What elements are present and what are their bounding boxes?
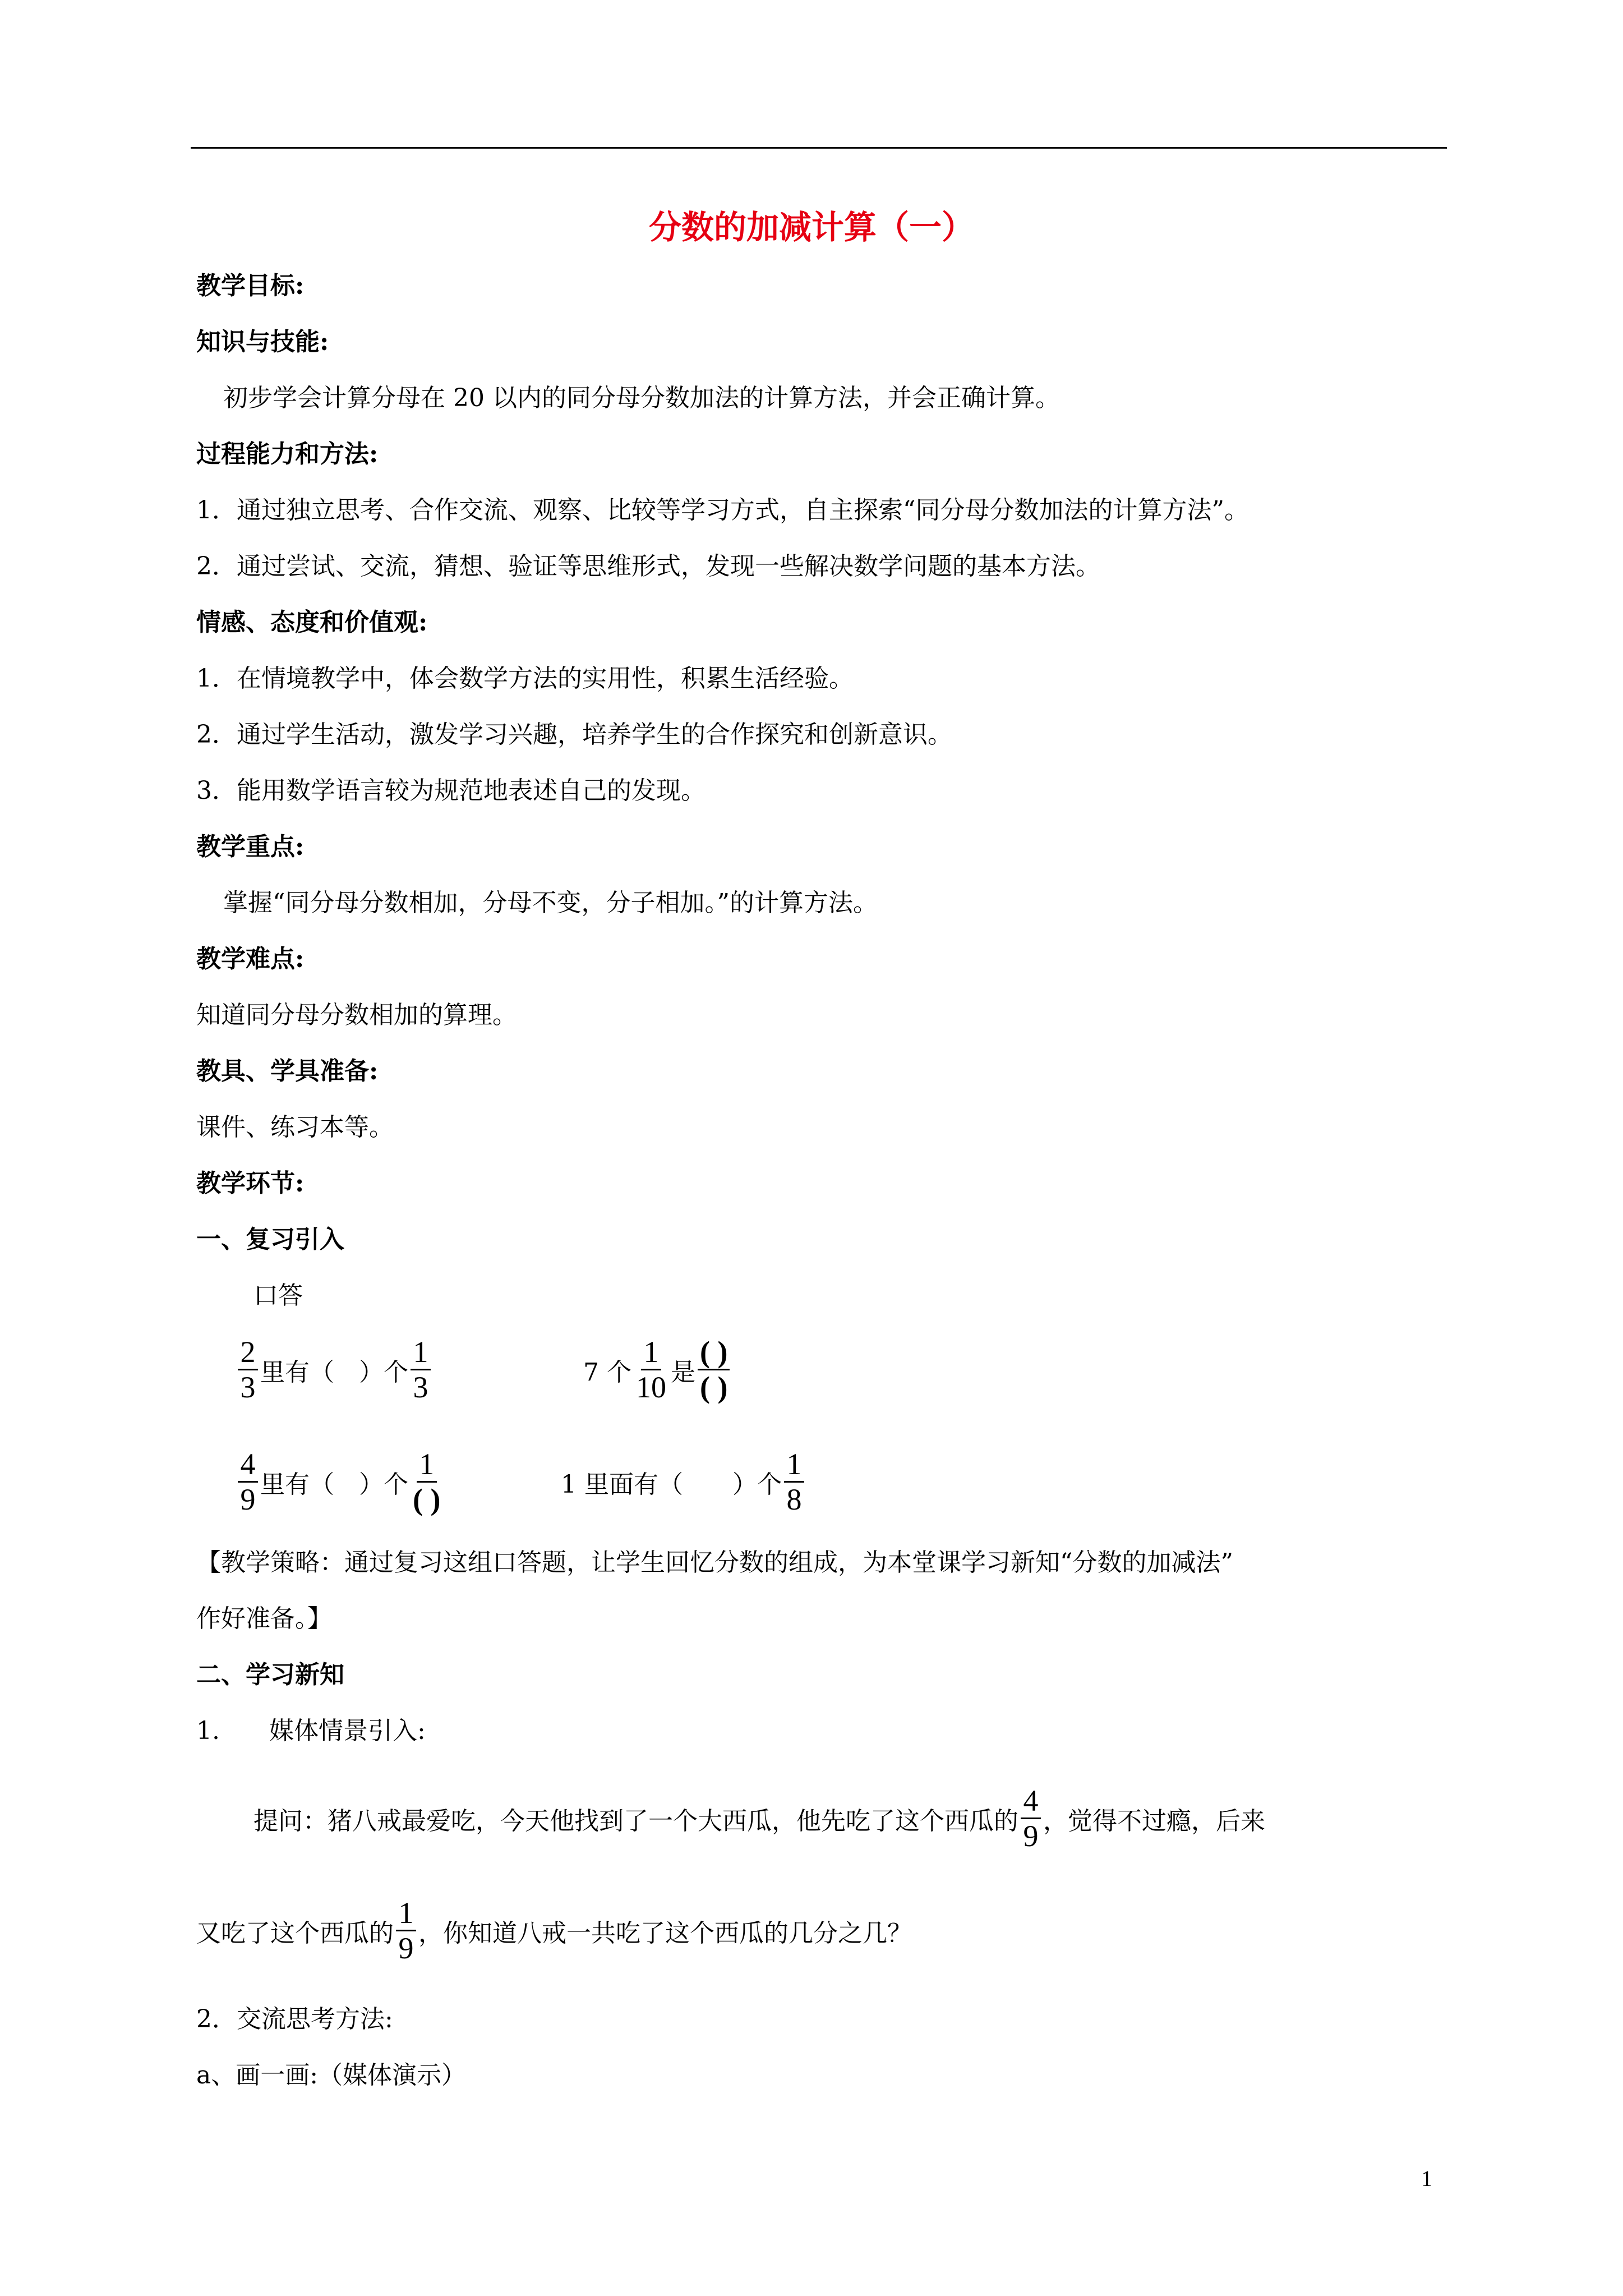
difficulty-heading: 教学难点: [196, 945, 305, 973]
knowledge-heading: 知识与技能: [196, 328, 329, 356]
media-intro: 1. 媒体情景引入: [196, 1717, 426, 1745]
fraction: $\frac{4}{9}$ [238, 1447, 258, 1516]
process-heading: 过程能力和方法: [196, 440, 379, 468]
steps-heading: 教学环节: [196, 1169, 305, 1198]
fraction: $\frac{1}{9}$ [396, 1896, 416, 1965]
key-text: 掌握“同分母分数相加，分母不变，分子相加。”的计算方法。 [223, 889, 878, 917]
tools-text: 课件、练习本等。 [196, 1113, 394, 1142]
emotion-item-2: 2．通过学生活动，激发学习兴趣，培养学生的合作探究和创新意识。 [196, 720, 952, 749]
section-2-heading: 二、学习新知 [196, 1660, 344, 1689]
process-item-2: 2．通过尝试、交流，猜想、验证等思维形式，发现一些解决数学问题的基本方法。 [196, 552, 1100, 581]
key-heading: 教学重点: [196, 832, 305, 861]
draw-line: a、画一画:（媒体演示） [196, 2061, 467, 2090]
emotion-heading: 情感、态度和价值观: [196, 608, 428, 637]
page-number: 1 [1421, 2166, 1432, 2191]
oral-label: 口答 [253, 1281, 303, 1310]
fraction: $\frac{4}{9}$ [1021, 1784, 1041, 1853]
question-line-1: 提问：猪八戒最爱吃，今天他找到了一个大西瓜，他先吃了这个西瓜的 $\frac{4}{9}$ ，觉得不过瘾，后来 [253, 1784, 1265, 1853]
objectives-heading: 教学目标: [196, 272, 305, 300]
fraction-blank: $\frac{1}{( )}$ [413, 1447, 441, 1516]
difficulty-text: 知道同分母分数相加的算理。 [196, 1001, 517, 1029]
exercise-1: $\frac{2}{3}$ 里有（ ）个 $\frac{1}{3}$ [236, 1335, 433, 1404]
question-line-2: 又吃了这个西瓜的 $\frac{1}{9}$ ，你知道八戒一共吃了这个西瓜的几分之几？ [196, 1896, 912, 1965]
fraction-blank: $\frac{( )}{( )}$ [698, 1335, 730, 1404]
emotion-item-1: 1．在情境教学中，体会数学方法的实用性，积累生活经验。 [196, 664, 854, 693]
process-item-1: 1．通过独立思考、合作交流、观察、比较等学习方式，自主探索“同分母分数加法的计算方法”。 [196, 496, 1249, 524]
fraction: $\frac{1}{10}$ [635, 1335, 666, 1404]
section-1-heading: 一、复习引入 [196, 1225, 344, 1254]
fraction: $\frac{1}{3}$ [411, 1335, 431, 1404]
fraction: $\frac{2}{3}$ [238, 1335, 258, 1404]
discuss-line: 2．交流思考方法: [196, 2005, 393, 2033]
page-title: 分数的加减计算（一） [648, 208, 974, 246]
emotion-item-3: 3．能用数学语言较为规范地表述自己的发现。 [196, 776, 706, 805]
exercise-3: $\frac{4}{9}$ 里有（ ）个 $\frac{1}{( )}$ [236, 1447, 445, 1516]
exercise-4: 1 里面有（ ）个 $\frac{1}{8}$ [561, 1447, 806, 1516]
header-rule [191, 147, 1447, 149]
fraction: $\frac{1}{8}$ [784, 1447, 804, 1516]
knowledge-text: 初步学会计算分母在 20 以内的同分母分数加法的计算方法，并会正确计算。 [223, 384, 1060, 412]
tools-heading: 教具、学具准备: [196, 1057, 379, 1085]
exercise-2: 7 个 $\frac{1}{10}$ 是 $\frac{( )}{( )}$ [583, 1335, 732, 1404]
strategy-line-2: 作好准备。】 [196, 1604, 332, 1633]
strategy-line-1: 【教学策略：通过复习这组口答题，让学生回忆分数的组成，为本堂课学习新知“分数的加减法” [196, 1548, 1233, 1577]
